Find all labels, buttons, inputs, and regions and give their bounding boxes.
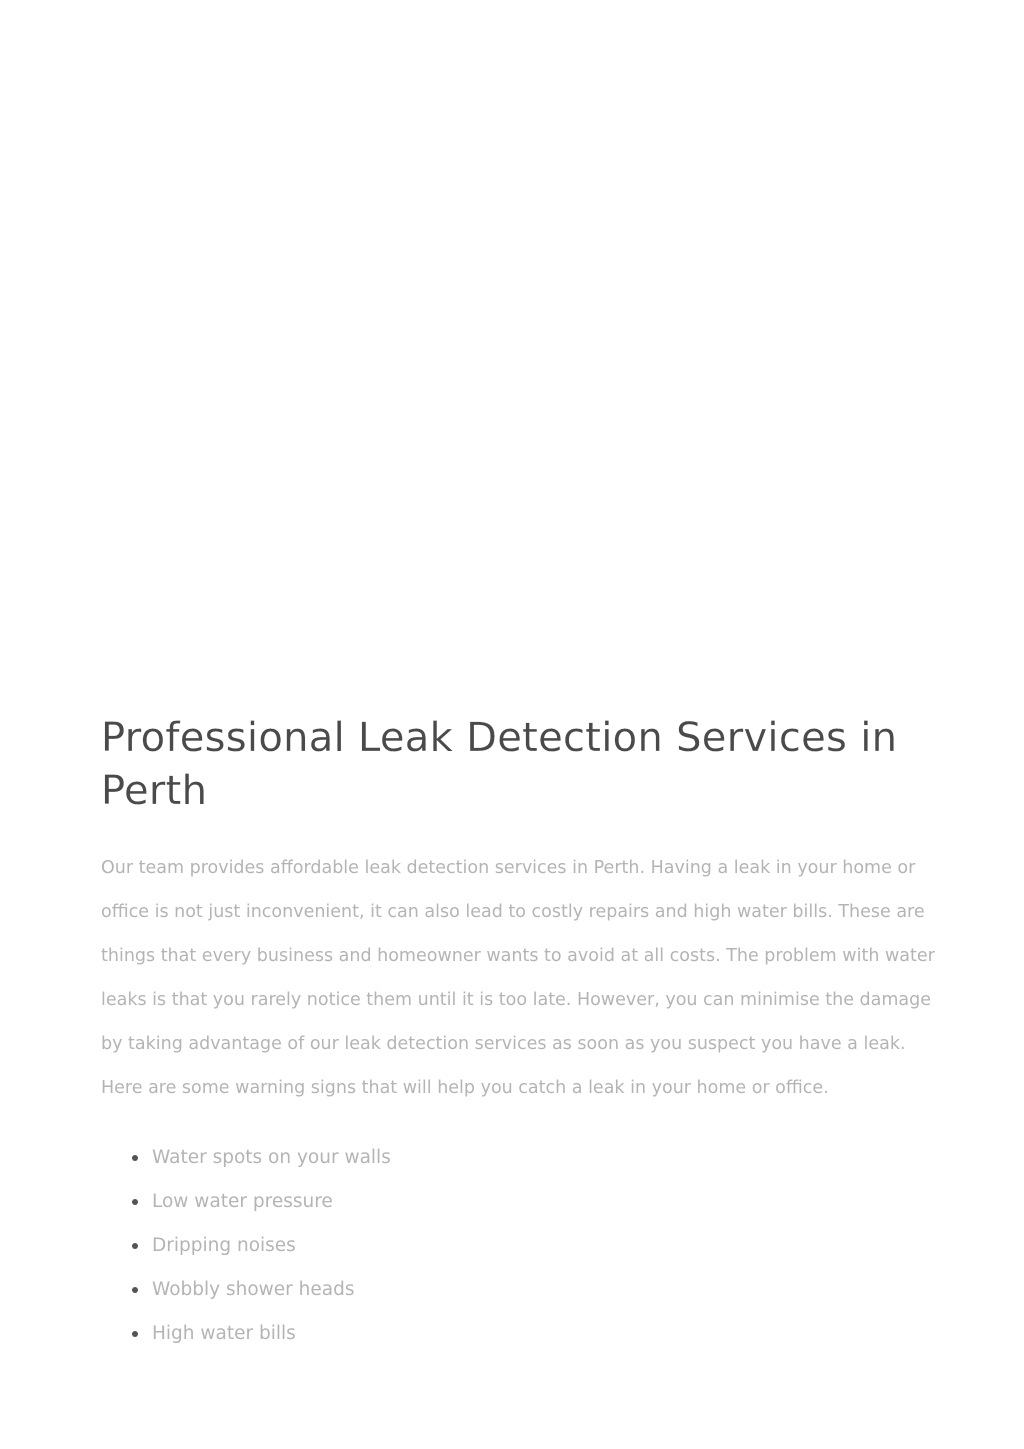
list-item — [152, 1224, 951, 1268]
bullet-icon — [132, 1331, 138, 1337]
bullet-icon — [132, 1243, 138, 1249]
bullet-icon — [132, 1199, 138, 1205]
list-item — [152, 1136, 951, 1180]
intro-paragraph: Our team provides affordable leak detection services in Perth. Having a leak in your home or office is not just inconvenient, it can also lead to costly repairs and high water bills. These are things that every business and homeowner wants to avoid at all costs. The problem with water leaks is that you rarely notice them until it is too late. However, you can minimise the damage by taking advantage of our leak detection services as soon as you suspect you have a leak. Here are some warning signs that will help you catch a leak in your home or office. — [101, 858, 935, 1098]
list-item-label: High water bills — [152, 1323, 296, 1344]
warning-signs-list — [101, 1136, 951, 1356]
list-item-label: Wobbly shower heads — [152, 1279, 355, 1300]
list-item-label: Low water pressure — [152, 1191, 333, 1212]
article-section — [101, 712, 951, 1356]
page-title: Professional Leak Detection Services in Perth — [101, 715, 898, 814]
list-item-label: Water spots on your walls — [152, 1147, 391, 1168]
list-item — [152, 1268, 951, 1312]
list-item — [152, 1180, 951, 1224]
bullet-icon — [132, 1155, 138, 1161]
bullet-icon — [132, 1287, 138, 1293]
list-item-label: Dripping noises — [152, 1235, 296, 1256]
list-item — [152, 1312, 951, 1356]
